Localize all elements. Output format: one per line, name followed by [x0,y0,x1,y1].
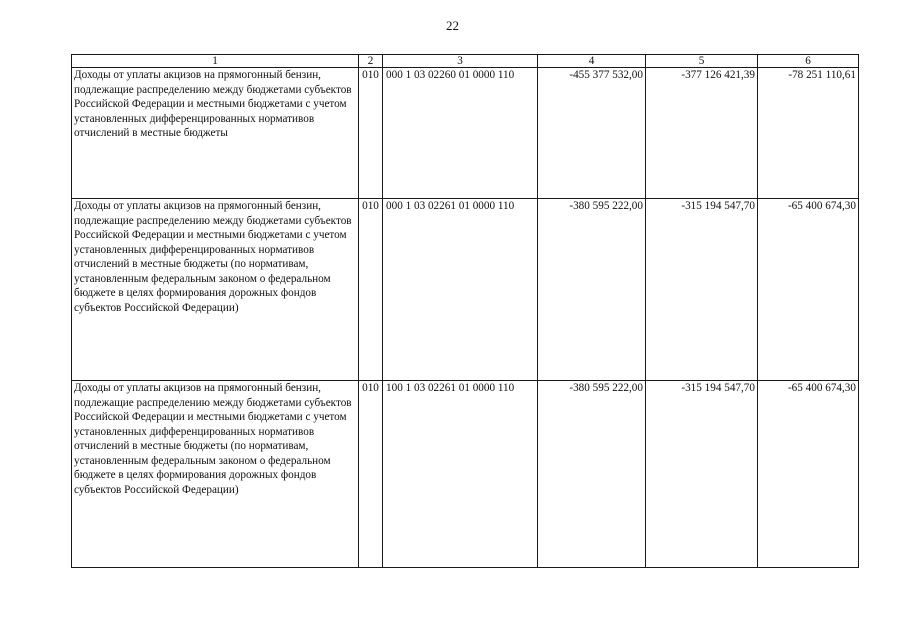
amount-col6-cell: -65 400 674,30 [758,381,859,568]
column-header-1: 1 [72,55,359,68]
amount-col5-cell: -315 194 547,70 [646,381,758,568]
table-row [72,199,859,381]
income-name: Доходы от уплаты акцизов на прямогонный бензин, подлежащие распределению между бюджетами субъектов Российской Федерации и местными бюджетами с учетом установленных дифференцированных нормативов отчислений в местные бюджеты (по нормативам, установленным федеральным законом о федеральном бюджете в целях формирования дорожных фондов субъектов Российской Федерации) [74,382,352,496]
classification-code-cell: 000 1 03 02260 01 0000 110 [383,68,538,199]
column-header-3: 3 [383,55,538,68]
amount-col4-cell: -455 377 532,00 [538,68,646,199]
income-name: Доходы от уплаты акцизов на прямогонный бензин, подлежащие распределению между бюджетами субъектов Российской Федерации и местными бюджетами с учетом установленных дифференцированных нормативов отчислений в местные бюджеты [74,69,352,139]
amount-col6-cell: -78 251 110,61 [758,68,859,199]
admin-code-cell: 010 [359,381,383,568]
amount-col4-cell: -380 595 222,00 [538,199,646,381]
column-header-2: 2 [359,55,383,68]
amount-col6-cell: -65 400 674,30 [758,199,859,381]
admin-code-cell: 010 [359,199,383,381]
budget-table [71,54,859,568]
income-name-cell [72,68,359,199]
column-header-6: 6 [758,55,859,68]
amount-col5-cell: -377 126 421,39 [646,68,758,199]
page-number: 22 [446,18,459,33]
income-name-cell [72,199,359,381]
amount-col5-cell: -315 194 547,70 [646,199,758,381]
classification-code-cell: 100 1 03 02261 01 0000 110 [383,381,538,568]
amount-col4-cell: -380 595 222,00 [538,381,646,568]
income-name: Доходы от уплаты акцизов на прямогонный бензин, подлежащие распределению между бюджетами субъектов Российской Федерации и местными бюджетами с учетом установленных дифференцированных нормативов отчислений в местные бюджеты (по нормативам, установленным федеральным законом о федеральном бюджете в целях формирования дорожных фондов субъектов Российской Федерации) [74,200,352,314]
table-header-row [72,55,859,68]
table-row [72,68,859,199]
column-header-5: 5 [646,55,758,68]
classification-code-cell: 000 1 03 02261 01 0000 110 [383,199,538,381]
admin-code-cell: 010 [359,68,383,199]
column-header-4: 4 [538,55,646,68]
table-row [72,381,859,568]
income-name-cell [72,381,359,568]
